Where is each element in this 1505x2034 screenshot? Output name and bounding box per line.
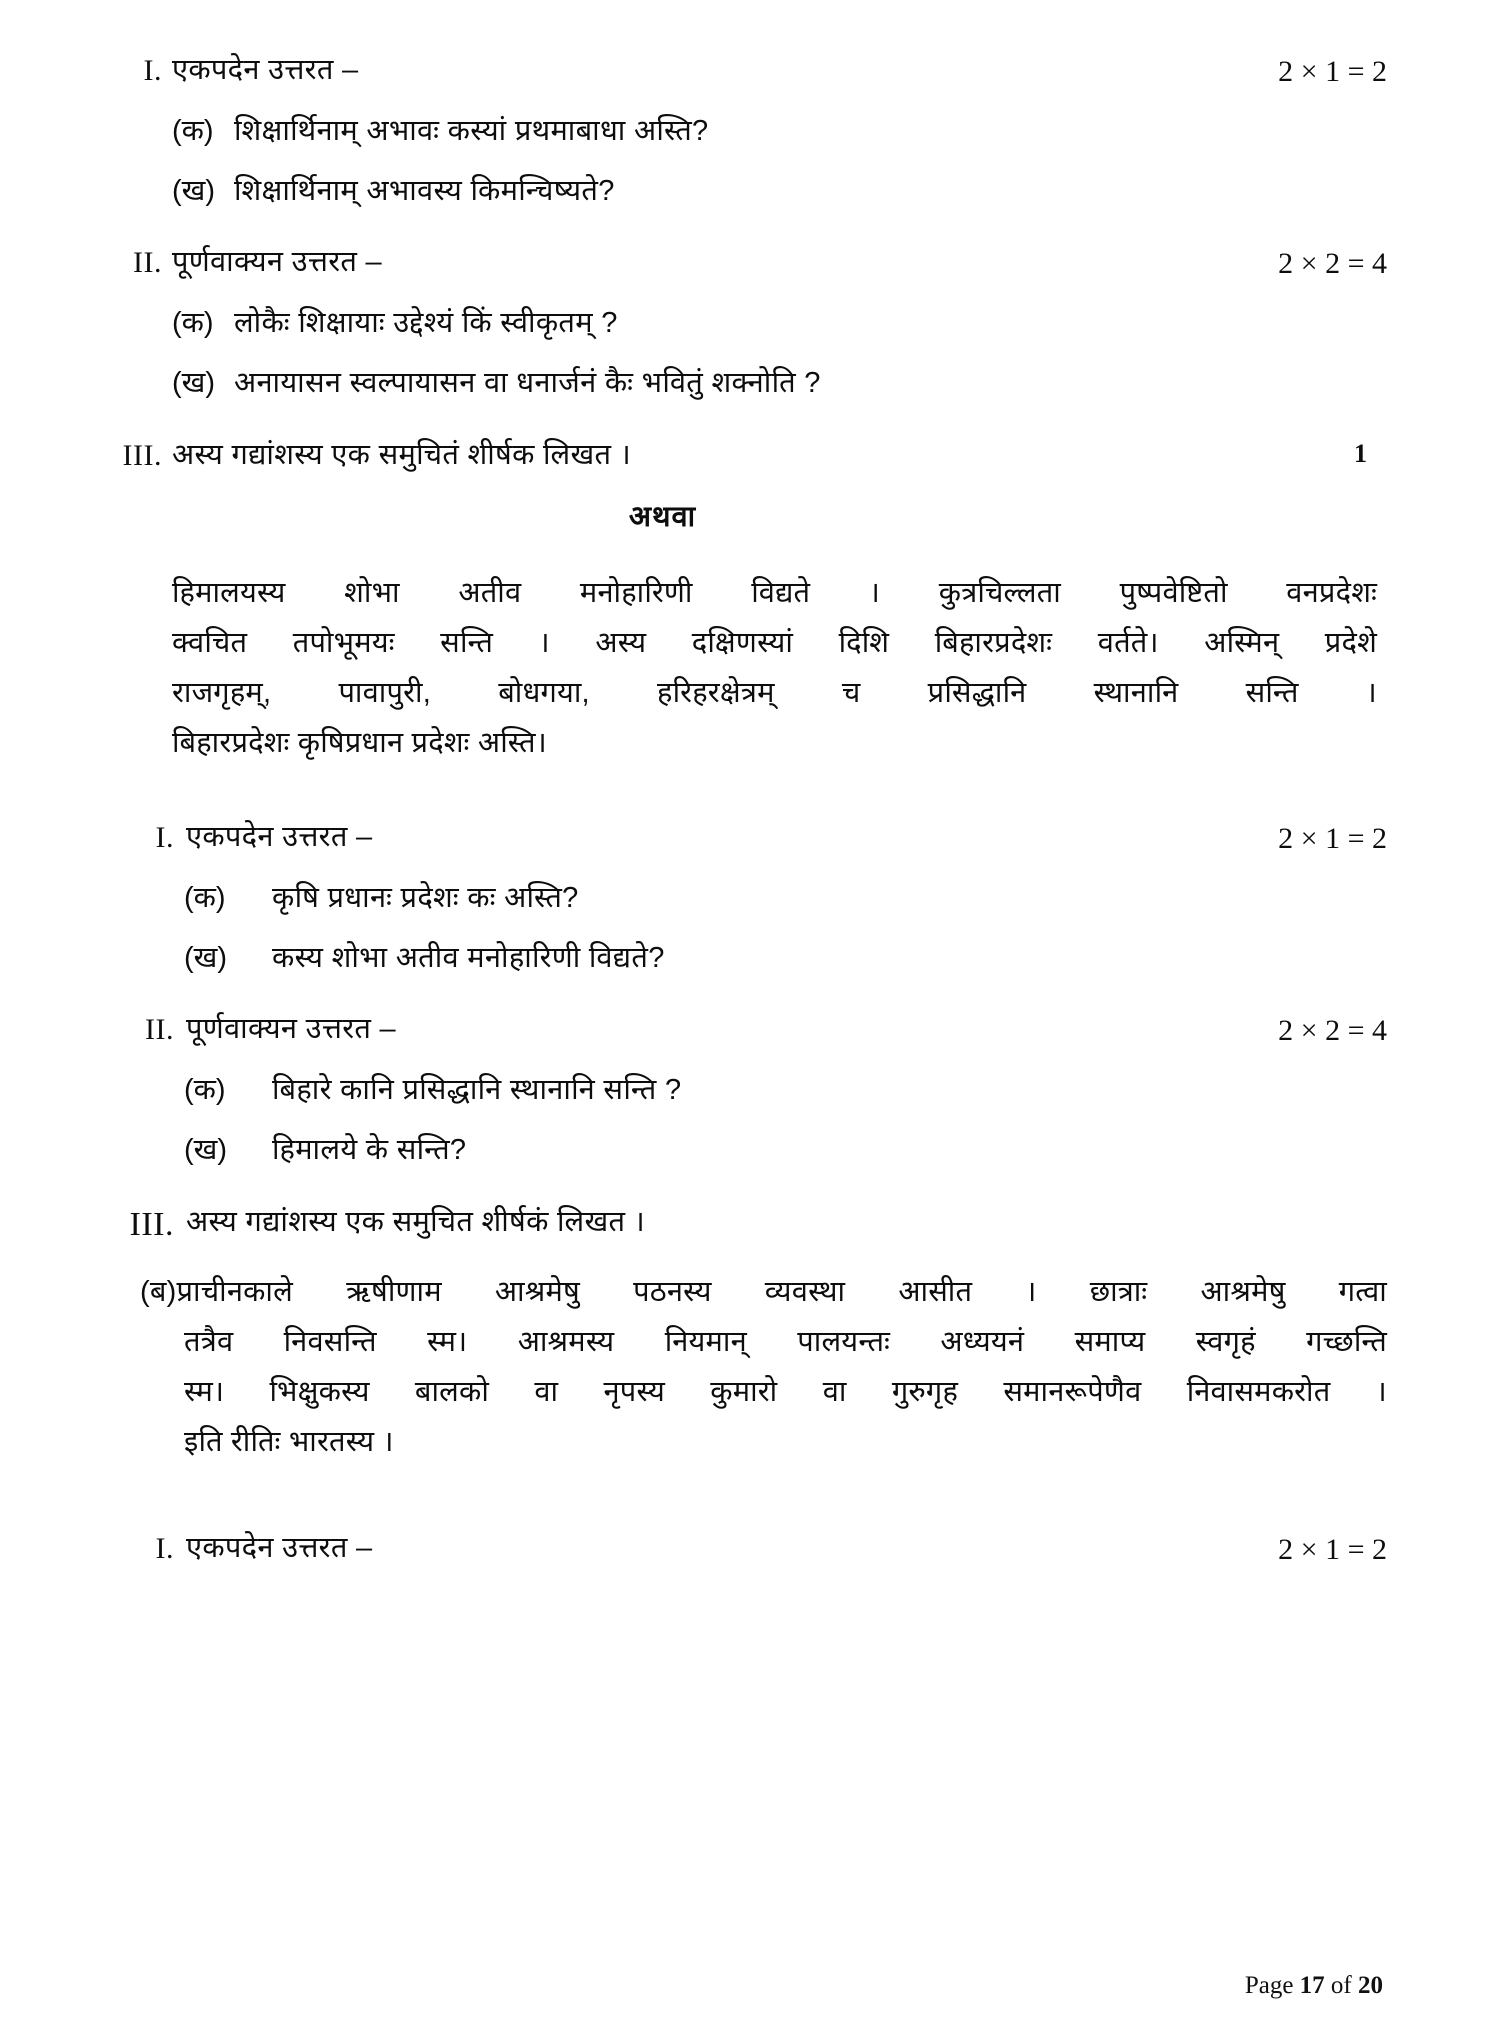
sub-question-2b-kh bbox=[118, 1132, 1387, 1170]
sub-question-label: (क) bbox=[184, 881, 226, 914]
spacer bbox=[118, 858, 1387, 880]
sanskrit-passage-himalaya bbox=[118, 569, 1387, 769]
passage-line: स्म। भिक्षुकस्य बालको वा नृपस्य कुमारो वा गुरुगृह समानरूपेणैव निवासमकरोत । bbox=[184, 1375, 1387, 1408]
sub-question-1b-k bbox=[118, 880, 1387, 918]
marks-allocation: 2 × 1 = 2 bbox=[1278, 821, 1387, 855]
page-footer bbox=[1245, 1972, 1383, 2000]
spacer bbox=[118, 918, 1387, 940]
spacer bbox=[118, 283, 1387, 305]
section-numeral: I. bbox=[143, 54, 162, 87]
sub-question-2a-k bbox=[118, 305, 1387, 343]
section-numeral: II. bbox=[145, 1013, 174, 1047]
spacer bbox=[118, 1468, 1387, 1530]
marks-allocation: 2 × 2 = 4 bbox=[1278, 1014, 1387, 1048]
spacer bbox=[118, 769, 1387, 819]
sub-question-text: कस्य शोभा अतीव मनोहारिणी विद्यते? bbox=[272, 941, 665, 974]
section-numeral: II. bbox=[133, 246, 162, 280]
sanskrit-passage-ashrama bbox=[118, 1268, 1387, 1468]
sub-question-label: (क) bbox=[172, 115, 214, 147]
sub-question-label: (ख) bbox=[172, 174, 216, 207]
spacer bbox=[118, 1246, 1387, 1268]
question-section-2b bbox=[118, 1011, 1387, 1050]
sub-question-text: हिमालये के सन्ति? bbox=[272, 1134, 467, 1166]
passage-line: राजगृहम्, पावापुरी, बोधगया, हरिहरक्षेत्रम् च प्रसिद्धानि स्थानानि सन्ति । bbox=[172, 677, 1377, 710]
spacer bbox=[118, 1170, 1387, 1204]
sub-question-label: (ख) bbox=[184, 1134, 228, 1166]
spacer bbox=[118, 343, 1387, 365]
section-numeral: III. bbox=[122, 438, 162, 472]
athava-divider: अथवा bbox=[628, 501, 697, 534]
question-section-3a bbox=[118, 437, 1387, 475]
sub-question-1a-kh bbox=[118, 173, 1387, 211]
section-numeral: I. bbox=[155, 820, 174, 854]
passage-line: तत्रैव निवसन्ति स्म। आश्रमस्य नियमान् पालयन्तः अध्ययनं समाप्य स्वगृहं गच्छन्ति bbox=[184, 1326, 1387, 1359]
spacer bbox=[118, 210, 1387, 244]
passage-line: हिमालयस्य शोभा अतीव मनोहारिणी विद्यते । कुत्रचिल्लता पुष्पवेष्टितो वनप्रदेशः bbox=[172, 577, 1377, 610]
footer-total-pages: 20 bbox=[1358, 1972, 1383, 1999]
section-numeral: I. bbox=[155, 1531, 174, 1565]
spacer bbox=[118, 1110, 1387, 1132]
passage-label: (ब) bbox=[140, 1276, 177, 1309]
passage-line: प्राचीनकाले ऋषीणाम आश्रमेषु पठनस्य व्यवस्था आसीत । छात्राः आश्रमेषु गत्वा bbox=[176, 1276, 1387, 1309]
question-section-3b bbox=[118, 1204, 1387, 1247]
passage-line-label-prefix bbox=[140, 1268, 1387, 1318]
section-heading: पूर्णवाक्यन उत्तरत – bbox=[186, 1013, 396, 1046]
passage-line: इति रीतिः भारतस्य । bbox=[184, 1425, 394, 1458]
sub-question-label: (क) bbox=[172, 307, 214, 340]
footer-middle: of bbox=[1324, 1972, 1358, 1999]
sub-question-text: शिक्षार्थिनाम् अभावः कस्यां प्रथमाबाधा अस्ति? bbox=[234, 115, 709, 147]
passage-line: बिहारप्रदेशः कृषिप्रधान प्रदेशः अस्ति। bbox=[172, 727, 547, 760]
sub-question-text: लोकैः शिक्षायाः उद्देश्यं किं स्वीकृतम् ? bbox=[234, 307, 618, 340]
marks-allocation: 1 bbox=[1354, 438, 1367, 468]
spacer bbox=[118, 403, 1387, 437]
sub-question-text: कृषि प्रधानः प्रदेशः कः अस्ति? bbox=[272, 881, 579, 914]
passage-line: क्वचित तपोभूमयः सन्ति । अस्य दक्षिणस्यां दिशि बिहारप्रदेशः वर्तते। अस्मिन् प्रदेशे bbox=[172, 627, 1377, 660]
marks-allocation: 2 × 2 = 4 bbox=[1278, 247, 1387, 281]
sub-question-label: (क) bbox=[184, 1074, 226, 1107]
footer-page-number: 17 bbox=[1299, 1972, 1325, 1999]
spacer bbox=[118, 535, 1387, 569]
sub-question-label: (ख) bbox=[172, 367, 216, 400]
question-section-1a bbox=[118, 52, 1387, 91]
sub-question-2a-kh bbox=[118, 365, 1387, 403]
spacer bbox=[118, 151, 1387, 173]
sub-question-text: अनायासन स्वल्पायासन वा धनार्जनं कैः भवितुं शक्नोति ? bbox=[234, 367, 821, 400]
sub-question-text: शिक्षार्थिनाम् अभावस्य किमन्चिष्यते? bbox=[234, 174, 615, 207]
sub-question-2b-k bbox=[118, 1072, 1387, 1110]
section-heading: एकपदेन उत्तरत – bbox=[186, 820, 373, 853]
question-section-2a bbox=[118, 244, 1387, 283]
section-heading: पूर्णवाक्यन उत्तरत – bbox=[172, 246, 382, 279]
spacer bbox=[118, 977, 1387, 1011]
marks-allocation: 2 × 1 = 2 bbox=[1278, 1532, 1387, 1566]
section-heading: एकपदेन उत्तरत – bbox=[172, 54, 359, 86]
spacer bbox=[118, 474, 1387, 496]
sub-question-1b-kh bbox=[118, 940, 1387, 978]
section-heading: अस्य गद्यांशस्य एक समुचितं शीर्षक लिखत । bbox=[172, 438, 632, 471]
section-numeral: III. bbox=[129, 1205, 174, 1243]
question-section-1c bbox=[118, 1530, 1387, 1569]
sub-question-text: बिहारे कानि प्रसिद्धानि स्थानानि सन्ति ? bbox=[272, 1074, 682, 1107]
spacer bbox=[118, 1050, 1387, 1072]
question-section-1b bbox=[118, 819, 1387, 858]
section-heading: अस्य गद्यांशस्य एक समुचित शीर्षकं लिखत । bbox=[186, 1205, 646, 1238]
marks-allocation: 2 × 1 = 2 bbox=[1278, 55, 1387, 88]
spacer bbox=[118, 91, 1387, 113]
sub-question-label: (ख) bbox=[184, 941, 228, 974]
section-heading: एकपदेन उत्तरत – bbox=[186, 1531, 373, 1564]
footer-prefix: Page bbox=[1244, 1972, 1300, 1999]
sub-question-1a-k bbox=[118, 113, 1387, 151]
